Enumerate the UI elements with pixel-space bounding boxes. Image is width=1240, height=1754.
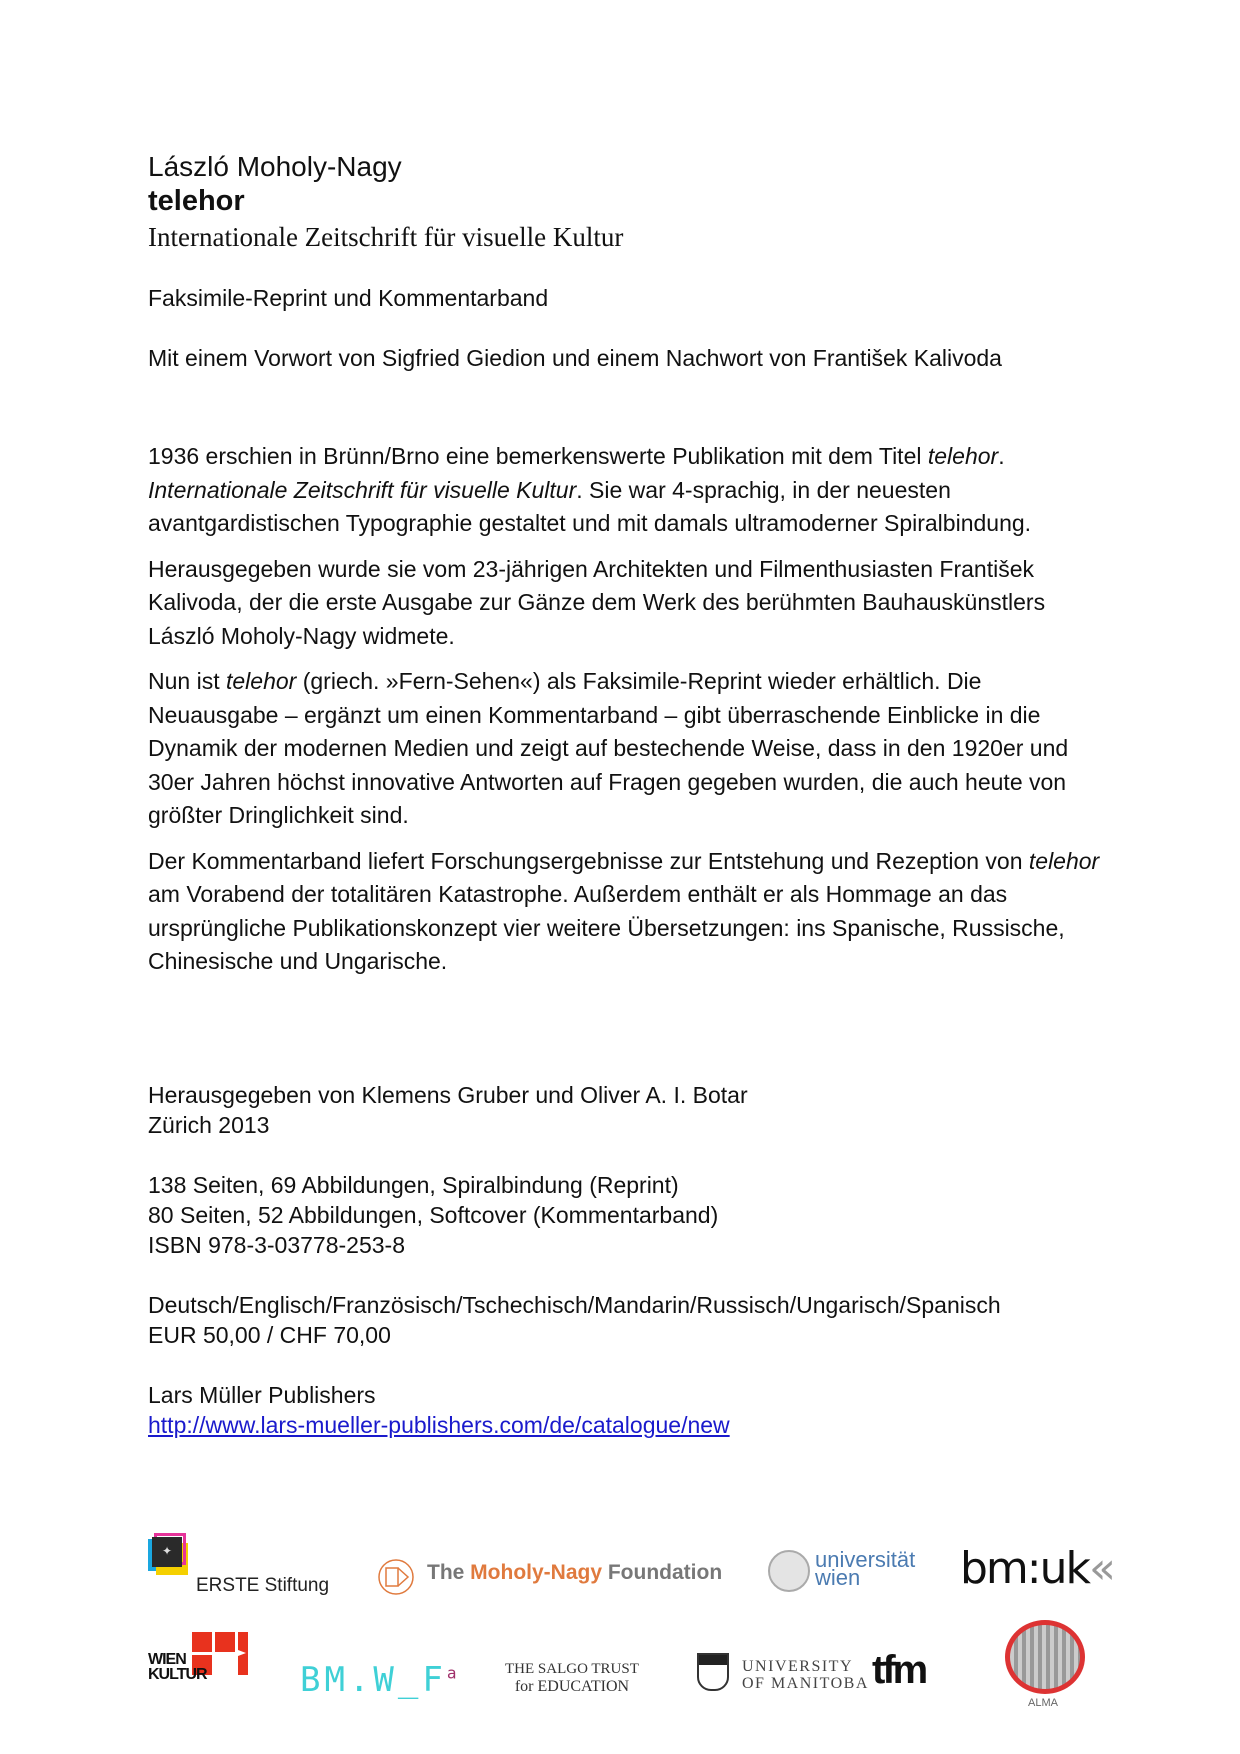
price: EUR 50,00 / CHF 70,00 — [148, 1322, 391, 1348]
universitaet-wien-seal-icon — [768, 1550, 810, 1592]
university-of-manitoba-logo-text: UNIVERSITY OF MANITOBA — [742, 1658, 869, 1692]
alma-logo-text: ALMA — [1028, 1697, 1058, 1709]
description-body — [148, 440, 1108, 991]
paragraph-2: Herausgegeben wurde sie vom 23-jährigen Architekten und Filmenthusiasten František Kalivoda, der die erste Ausgabe zur Gänze dem Werk des berühmten Bauhauskünstlers László Moholy-Nagy widmete. — [148, 555, 1046, 649]
edition-line: Faksimile-Reprint und Kommentarband — [148, 285, 549, 311]
tfm-logo: tfm — [872, 1648, 926, 1692]
erste-stiftung-logo-icon: ✦ — [148, 1533, 188, 1573]
publisher-block — [148, 1380, 1148, 1440]
publication-title: telehor — [148, 185, 245, 217]
moholy-nagy-foundation-logo-text: The Moholy-Nagy Foundation — [427, 1561, 723, 1584]
bmuk-logo: bm:uk« — [960, 1543, 1114, 1594]
commentary-specs: 80 Seiten, 52 Abbildungen, Softcover (Kommentarband) — [148, 1202, 719, 1228]
title-italic: telehor — [927, 443, 999, 469]
title-italic: telehor — [225, 668, 297, 694]
specs-block — [148, 1170, 1148, 1260]
moholy-nagy-foundation-logo-icon — [377, 1558, 415, 1596]
language-price-block — [148, 1290, 1148, 1350]
paragraph-1: 1936 erschien in Brünn/Brno eine bemerkenswerte Publikation mit dem Titel telehor. Internationale Zeitschrift für visuelle Kultur. Sie war 4-sprachig, in der neuesten avantgardistischen Typographie gestaltet und mit damals ultramoderner Spiralbindung. — [148, 443, 1032, 536]
place-year: Zürich 2013 — [148, 1112, 270, 1138]
author-name: László Moholy-Nagy — [148, 151, 402, 182]
paragraph-4: Der Kommentarband liefert Forschungsergebnisse zur Entstehung und Rezeption von telehor am Vorabend der totalitären Katastrophe. Außerdem enthält er als Hommage an das ursprüngliche Publikationskonzept vier weitere Übersetzungen: ins Spanische, Russische, Chinesische und Ungarische. — [148, 847, 1100, 974]
title-italic: telehor — [1028, 847, 1100, 874]
salgo-trust-logo: THE SALGO TRUST for EDUCATION — [505, 1661, 639, 1695]
paragraph-3: Nun ist telehor (griech. »Fern-Sehen«) als Faksimile-Reprint wieder erhältlich. Die Neuausgabe – ergänzt um einen Kommentarband – gibt überraschende Einblicke in die Dynamik der modernen Medien und zeigt auf bestechende Weise, dass in den 1920er und 30er Jahren höchst innovative Antworten auf Fragen gegeben wurden, die auch heute von größter Dringlichkeit sind. — [148, 668, 1069, 828]
editors-line: Herausgegeben von Klemens Gruber und Oliver A. I. Botar — [148, 1082, 748, 1108]
wien-kultur-logo-text: WIEN KULTUR — [148, 1651, 207, 1683]
erste-stiftung-logo-text: ERSTE Stiftung — [196, 1575, 330, 1596]
alma-globe-icon — [1005, 1620, 1085, 1694]
subtitle-italic: Internationale Zeitschrift für visuelle Kultur — [148, 476, 577, 503]
bmwf-logo: $BM.W\_F^a$ — [300, 1660, 461, 1700]
publisher-link[interactable]: http://www.lars-mueller-publishers.com/de/catalogue/new — [148, 1412, 730, 1438]
editors-block — [148, 1080, 1148, 1140]
university-of-manitoba-crest-icon — [697, 1653, 729, 1691]
publisher-name: Lars Müller Publishers — [148, 1382, 376, 1408]
reprint-specs: 138 Seiten, 69 Abbildungen, Spiralbindung (Reprint) — [148, 1172, 679, 1198]
isbn: ISBN 978-3-03778-253-8 — [148, 1232, 405, 1258]
forewords-line: Mit einem Vorwort von Sigfried Giedion und einem Nachwort von František Kalivoda — [148, 345, 1002, 371]
publication-subtitle: Internationale Zeitschrift für visuelle Kultur — [148, 222, 624, 252]
languages: Deutsch/Englisch/Französisch/Tschechisch/Mandarin/Russisch/Ungarisch/Spanisch — [148, 1292, 1001, 1318]
universitaet-wien-logo-text: universität wien — [815, 1547, 916, 1590]
